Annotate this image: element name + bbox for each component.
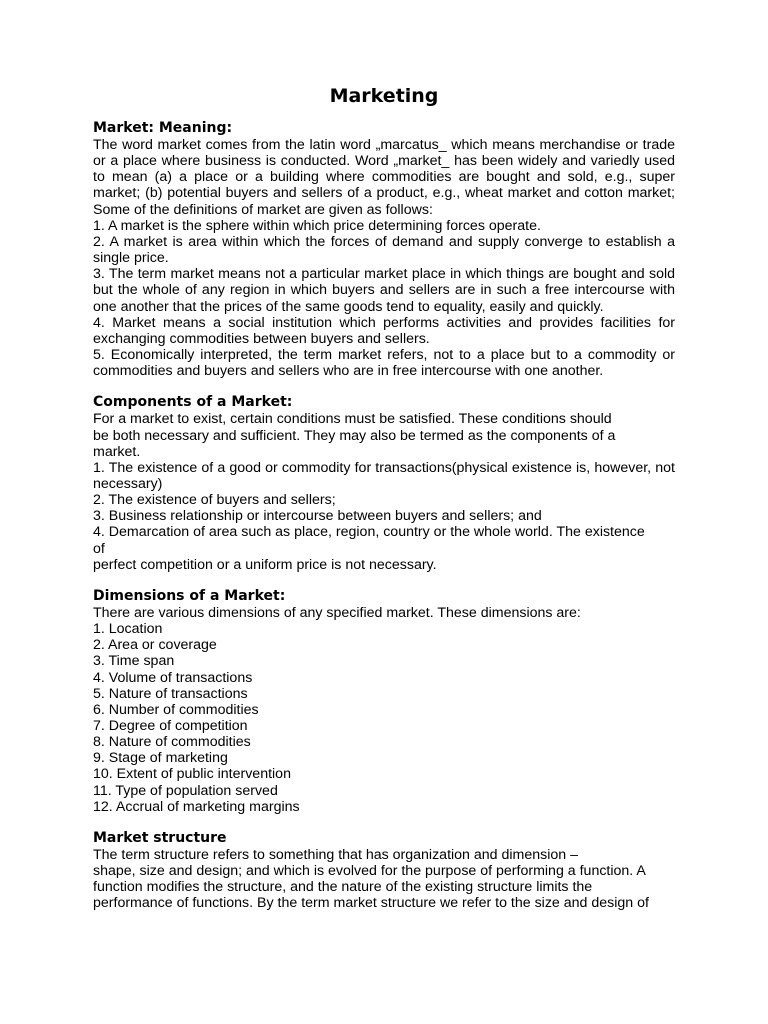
section-heading: Market: Meaning:: [93, 120, 233, 136]
text-line: function modifies the structure, and the nature of the existing structure limits the: [93, 879, 593, 896]
list-item: 6. Number of commodities: [93, 701, 259, 718]
section-intro: There are various dimensions of any specified market. These dimensions are:: [93, 604, 581, 621]
text-line: perfect competition or a uniform price is not necessary.: [93, 556, 437, 573]
text-line: The term structure refers to something that has organization and dimension –: [93, 846, 578, 863]
text-line: market.: [93, 443, 141, 460]
text-line: be both necessary and sufficient. They may also be termed as the components of a: [93, 427, 616, 444]
list-item: 2. The existence of buyers and sellers;: [93, 492, 336, 509]
list-item: 7. Degree of competition: [93, 718, 248, 734]
text-line: shape, size and design; and which is evolved for the purpose of performing a function. A: [93, 863, 646, 880]
document-page: [93, 84, 675, 927]
section-market-meaning: [93, 120, 675, 379]
text-line: of: [93, 540, 105, 557]
text-line: performance of functions. By the term market structure we refer to the size and design of: [93, 895, 649, 912]
section-intro: The word market comes from the latin word „marcatus_ which means merchandise or trade or a place where business is conducted. Word „market_ has been widely and variedly used to mean (a) a place or a building where commodities are bought and sold, e.g., super market; (b) potential buyers and sellers of a product, e.g., wheat market and cotton market; Some of the definitions of market are given as follows:: [93, 137, 675, 218]
list-item: 1. Location: [93, 621, 163, 638]
list-item: 5. Nature of transactions: [93, 685, 248, 702]
list-item: 11. Type of population served: [93, 782, 278, 799]
list-item: 9. Stage of marketing: [93, 750, 228, 767]
list-item: 3. The term market means not a particular market place in which things are bought and sold but the whole of any region in which buyers and sellers are in such a free intercourse with one another that the prices of the same goods tend to equality, easily and quickly.: [93, 266, 675, 315]
list-item: 1. A market is the sphere within which price determining forces operate.: [93, 217, 541, 234]
list-item: 3. Business relationship or intercourse between buyers and sellers; and: [93, 508, 542, 525]
section-heading: Dimensions of a Market:: [93, 587, 286, 604]
list-item: 2. A market is area within which the forces of demand and supply converge to establish a single price.: [93, 233, 675, 267]
section-market-structure: [93, 830, 675, 912]
section-heading: Components of a Market:: [93, 394, 293, 411]
list-item: 1. The existence of a good or commodity for transactions(physical existence is, however, not necessary): [93, 459, 675, 492]
list-item: 12. Accrual of marketing margins: [93, 798, 300, 815]
list-item: 4. Market means a social institution which performs activities and provides facilities for exchanging commodities between buyers and sellers.: [93, 314, 675, 347]
section-components: [93, 394, 675, 573]
list-item: 8. Nature of commodities: [93, 734, 251, 751]
section-heading: Market structure: [93, 829, 227, 846]
list-item: 4. Volume of transactions: [93, 669, 253, 686]
list-item: 2. Area or coverage: [93, 637, 217, 654]
text-line: 4. Demarcation of area such as place, region, country or the whole world. The existence: [93, 524, 645, 541]
list-item: 10. Extent of public intervention: [93, 766, 291, 783]
list-item: 5. Economically interpreted, the term market refers, not to a place but to a commodity or commodities and buyers and sellers who are in free intercourse with one another.: [93, 347, 675, 380]
document-title: Marketing: [329, 85, 439, 107]
text-line: For a market to exist, certain conditions must be satisfied. These conditions should: [93, 411, 612, 428]
section-dimensions: [93, 588, 675, 815]
list-item: 3. Time span: [93, 653, 175, 670]
